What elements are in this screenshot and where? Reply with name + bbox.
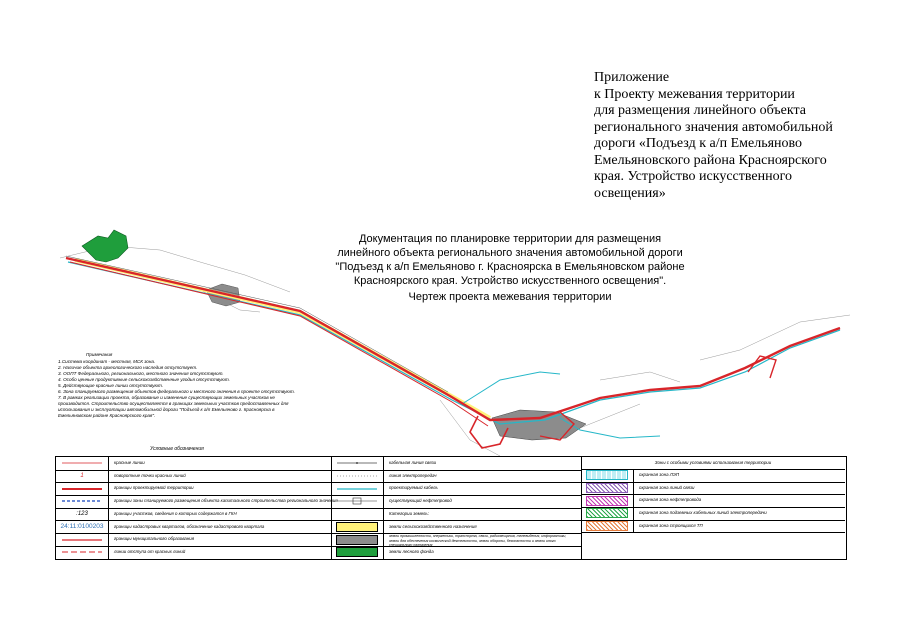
- forest-land-area: [82, 230, 128, 262]
- project-boundary-symbol: [56, 482, 109, 495]
- legend-label: поворотные точки красных линий: [114, 472, 186, 478]
- power-line-symbol: [331, 470, 384, 483]
- legend-label: границы кадастровых кварталов, обозначение кадастрового квартала: [114, 523, 265, 529]
- forest-swatch: [331, 546, 384, 559]
- cadastral-quarter-symbol: 24:11:0100203: [56, 521, 109, 534]
- projected-cable-branch: [462, 372, 560, 404]
- legend-label: проектируемый кабель: [389, 485, 438, 491]
- legend-table: [55, 456, 847, 560]
- legend-label: границы муниципального образования: [114, 536, 195, 542]
- zone-tp-swatch: [581, 520, 634, 533]
- legend-label: существующий нефтепровод: [389, 498, 452, 504]
- legend-label: охранная зона линий связи: [639, 484, 695, 490]
- appendix-line: Приложение: [594, 70, 670, 85]
- appendix-line: Емельяновского района Красноярского: [594, 152, 827, 168]
- zone-lep-swatch: [581, 469, 634, 482]
- zone-pipeline-swatch: [581, 494, 634, 507]
- notes-block: [58, 352, 308, 419]
- appendix-line: регионального значения автомобильной: [594, 119, 833, 135]
- legend-label: границы проектируемой территории: [114, 485, 194, 491]
- placement-zone-symbol: [56, 495, 109, 508]
- legend-label: границы участков, сведения о которых содержатся в ГКН: [114, 510, 237, 516]
- legend-label: земли промышленности, энергетики, транспорта, связи, радиовещания, телевидения, информатики, земли для обеспечения космической деятельности, земли обороны, безопасности и земли иного специального назначения: [389, 534, 567, 548]
- legend-column-2: [331, 457, 582, 559]
- appendix-line: освещения»: [594, 185, 666, 201]
- zone-cable-swatch: [581, 507, 634, 520]
- title-line: Красноярского края. Устройство искусственного освещения".: [353, 275, 667, 287]
- legend-label: охранная зона строящихся ТП: [639, 522, 703, 528]
- zone-comm-swatch: [581, 482, 634, 495]
- industrial-swatch: [331, 533, 384, 546]
- legend-label: границы зоны планируемого размещения объекта капитального строительства регионального значения: [114, 498, 338, 504]
- note-item: 7. В рамках реализации проекта, образование и изменение существующих земельных участков не производится. Строительство осуществляется в границах земельных участков предоставленных для использования и эксплуатации автомобильной дороги "Подъезд к а/п Емельяново г. Красноярска в Емельяновском районе Красноярского края".: [58, 395, 289, 418]
- parcel-boundary-symbol: :123: [56, 508, 109, 521]
- legend-label: кабельная линия связи: [389, 460, 437, 465]
- oil-pipeline-symbol: [331, 495, 384, 508]
- zones-heading: Зоны с особыми условиями использования территории: [581, 457, 845, 470]
- legend-label: Категории земель:: [389, 510, 429, 516]
- terrain-lines: [60, 246, 850, 456]
- appendix-line: к Проекту межевания территории: [594, 86, 795, 102]
- legend-label: охранная зона ЛЭП: [639, 472, 680, 477]
- appendix-line: для размещения линейного объекта: [594, 103, 806, 118]
- title-line: Документация по планировке территории для размещения: [358, 233, 662, 245]
- legend-label: линии отступа от красных линий: [114, 548, 186, 554]
- legend-label: земли сельскохозяйственного назначения: [389, 523, 477, 529]
- legend-title: Условные обозначения: [150, 446, 204, 452]
- setback-line-symbol: [56, 546, 109, 559]
- legend-label: земли лесного фонда: [389, 548, 434, 554]
- note-item: 2. Наличие объекта археологического наследия отсутствует.: [58, 365, 198, 370]
- note-item: 5. Действующие красные линии отсутствуют.: [58, 383, 164, 388]
- title-line: линейного объекта регионального значения автомобильной дороги: [337, 247, 683, 259]
- note-item: 3. ООПТ Федерального, регионального, местного значения отсутствуют.: [58, 371, 224, 376]
- legend-label: охранная зона подземных кабельных линий электропередачи: [639, 510, 767, 516]
- legend-column-1: [56, 457, 338, 559]
- projected-cable-symbol: [331, 482, 384, 495]
- red-line-symbol: [56, 457, 109, 470]
- note-item: 1.Система координат - местная, МСК зона.: [58, 359, 156, 364]
- municipal-boundary-symbol: [56, 533, 109, 546]
- blank-symbol: [331, 508, 384, 521]
- turn-point-symbol: 1: [56, 470, 109, 483]
- legend-column-3: [581, 457, 845, 559]
- appendix-line: дороги «Подъезд к а/п Емельяново: [594, 136, 803, 151]
- appendix-line: края. Устройство искусственного: [594, 169, 793, 184]
- drawing-subtitle: Чертеж проекта межевания территории: [408, 291, 612, 303]
- title-line: "Подъезд к а/п Емельяново г. Красноярска в Емельяновском районе: [335, 261, 685, 273]
- note-item: 4. Особо ценные продуктивные сельскохозяйственные угодья отсутствуют.: [58, 377, 230, 382]
- notes-title: Примечания: [86, 352, 113, 357]
- comm-cable-symbol: [331, 457, 384, 470]
- note-item: 6. Зона планируемого размещения объектов федерального и местного значения в проекте отсутствуют.: [58, 389, 295, 394]
- agricultural-swatch: [331, 521, 384, 534]
- legend-label: красные линии: [114, 460, 145, 465]
- legend-label: охранная зона нефтепровода: [639, 497, 702, 503]
- legend-label: линия электропередач: [389, 472, 437, 478]
